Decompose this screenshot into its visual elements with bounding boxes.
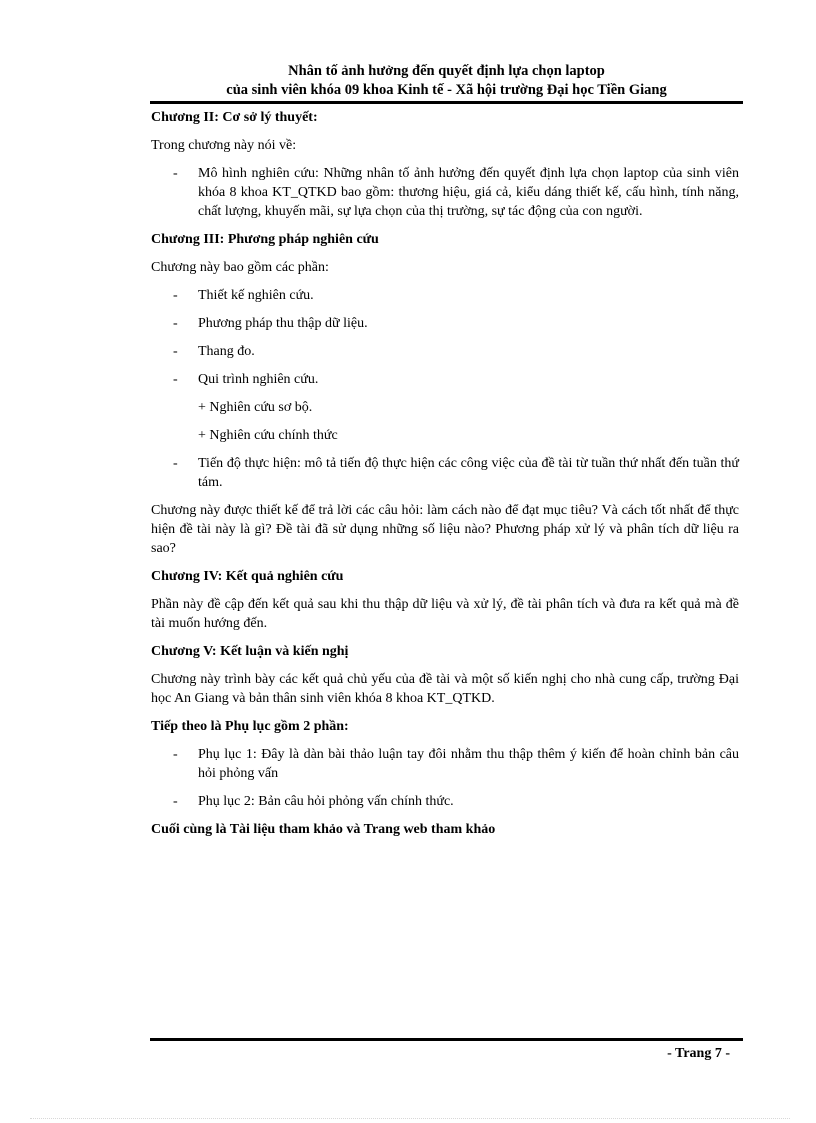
list-item-text: Phụ lục 2: Bản câu hỏi phỏng vấn chính thức. bbox=[198, 794, 454, 809]
sub-item: + Nghiên cứu chính thức bbox=[198, 428, 338, 443]
list-item-text: Thiết kế nghiên cứu. bbox=[198, 288, 314, 303]
page-header bbox=[150, 62, 743, 100]
chapter-5-heading: Chương V: Kết luận và kiến nghị bbox=[151, 644, 349, 659]
list-item bbox=[151, 792, 739, 811]
chapter-3-heading: Chương III: Phương pháp nghiên cứu bbox=[151, 232, 379, 247]
chapter-3-intro: Chương này bao gồm các phần: bbox=[151, 260, 329, 275]
dash-bullet: - bbox=[173, 316, 178, 331]
dash-bullet: - bbox=[173, 344, 178, 359]
list-item bbox=[151, 164, 739, 221]
chapter-4-heading: Chương IV: Kết quả nghiên cứu bbox=[151, 569, 344, 584]
chapter-2-intro: Trong chương này nói về: bbox=[151, 138, 297, 153]
list-item bbox=[151, 342, 739, 361]
list-item-text: Phương pháp thu thập dữ liệu. bbox=[198, 316, 368, 331]
dash-bullet: - bbox=[173, 372, 178, 387]
sub-item: + Nghiên cứu sơ bộ. bbox=[198, 400, 313, 415]
header-title-line-1: Nhân tố ảnh hưởng đến quyết định lựa chọn laptop bbox=[288, 63, 605, 79]
list-item bbox=[151, 286, 739, 305]
list-item bbox=[151, 370, 739, 389]
footer-rule bbox=[150, 1038, 743, 1041]
chapter-3-list bbox=[151, 286, 739, 389]
page-body bbox=[151, 108, 739, 848]
chapter-5-body: Chương này trình bày các kết quả chủ yếu của đề tài và một số kiến nghị cho nhà cung cấp, trường Đại học An Giang và bản thân sinh viên khóa 8 khoa KT_QTKD. bbox=[151, 672, 739, 706]
page-edge-divider bbox=[30, 1118, 790, 1119]
list-item-text: Thang đo. bbox=[198, 344, 255, 359]
dash-bullet: - bbox=[173, 794, 178, 809]
list-item bbox=[151, 314, 739, 333]
chapter-2-heading: Chương II: Cơ sở lý thuyết: bbox=[151, 110, 318, 125]
references-heading: Cuối cùng là Tài liệu tham khảo và Trang web tham khảo bbox=[151, 822, 496, 837]
dash-bullet: - bbox=[173, 288, 178, 303]
page-number: - Trang 7 - bbox=[667, 1046, 730, 1061]
chapter-3-closing: Chương này được thiết kế để trả lời các câu hỏi: làm cách nào để đạt mục tiêu? Và cách tốt nhất để thực hiện đề tài này là gì? Đề tài đã sử dụng những số liệu nào? Phương pháp xử lý và phân tích dữ liệu ra sao? bbox=[151, 503, 739, 556]
chapter-2-list bbox=[151, 164, 739, 221]
dash-bullet: - bbox=[173, 456, 178, 471]
header-rule bbox=[150, 101, 743, 104]
list-item-text: Mô hình nghiên cứu: Những nhân tố ảnh hưởng đến quyết định lựa chọn laptop của sinh viên khóa 8 khoa KT_QTKD bao gồm: thương hiệu, giá cả, kiểu dáng thiết kế, cấu hình, tính năng, chất lượng, khuyến mãi, sự lựa chọn của thị trường, sự tác động của con người. bbox=[198, 166, 739, 219]
dash-bullet: - bbox=[173, 747, 178, 762]
list-item-text: Tiến độ thực hiện: mô tả tiến độ thực hiện các công việc của đề tài từ tuần thứ nhất đến tuần thứ tám. bbox=[198, 456, 739, 490]
chapter-4-body: Phần này đề cập đến kết quả sau khi thu thập dữ liệu và xử lý, đề tài phân tích và đưa ra kết quả mà đề tài muốn hướng đến. bbox=[151, 597, 739, 631]
header-title-line-2: của sinh viên khóa 09 khoa Kinh tế - Xã hội trường Đại học Tiền Giang bbox=[226, 82, 667, 98]
list-item-text: Qui trình nghiên cứu. bbox=[198, 372, 319, 387]
list-item bbox=[151, 454, 739, 492]
list-item-text: Phụ lục 1: Đây là dàn bài thảo luận tay đôi nhằm thu thập thêm ý kiến để hoàn chỉnh bản câu hỏi phỏng vấn bbox=[198, 747, 739, 781]
list-item bbox=[151, 745, 739, 783]
chapter-3-list-continued bbox=[151, 454, 739, 492]
appendix-list bbox=[151, 745, 739, 811]
appendix-heading: Tiếp theo là Phụ lục gồm 2 phần: bbox=[151, 719, 349, 734]
dash-bullet: - bbox=[173, 166, 178, 181]
